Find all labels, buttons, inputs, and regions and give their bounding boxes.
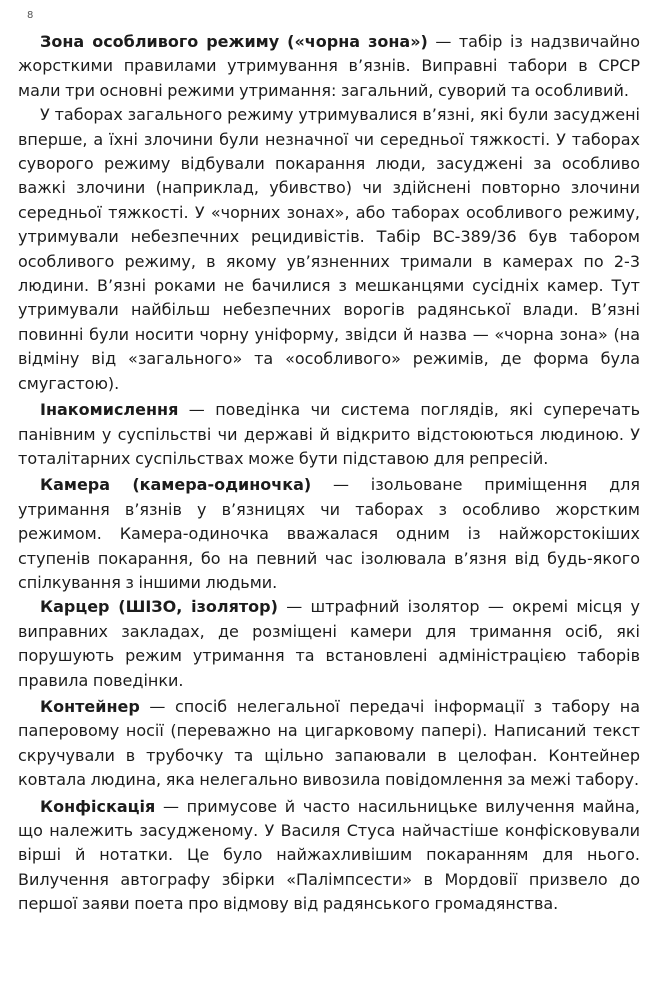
glossary-definition: У таборах загального режиму утримувалися в’язні, які були засуджені вперше, а їхні злочини були незначної чи середньої тяжкості. У таборах суворого режиму відбували покарання люди, засуджені за особливо важкі злочини (наприклад, убивство) чи здійснені повторно злочини середньої тяжкості. У «чорних зонах», або таборах особливого режиму, утримували небезпечних рецидивістів. Табір ВС-389/36 був табором особливого режиму, в якому ув’язненних тримали в камерах по 2-3 людини. В’язні роками не бачилися з мешканцями сусідніх камер. Тут утримували найбільш небезпечних ворогів радянської влади. В’язні повинні були носити чорну уніформу, звідси й назва — «чорна зона» (на відміну від «загального» та «особливого» режимів, де форма була смугастою). (18, 105, 640, 393)
page-number: 8 (27, 10, 34, 21)
glossary-entry-cell (18, 473, 640, 595)
glossary-term: Карцер (ШІЗО, ізолятор) (40, 597, 278, 617)
glossary-definition: — примусове й часто насильницьке вилучення майна, що належить засудженому. У Василя Стуса найчастіше конфісковували вірші й нотатки. Це було найжахливішим покаранням для нього. Вилучення автографу збірки «Палімпсести» в Мордовії призвело до першої заяви поета про відмову від радянського громадянства. (18, 796, 640, 914)
glossary-entry-dissent (18, 398, 640, 471)
glossary-term: Камера (камера-одиночка) (40, 475, 312, 495)
glossary-content (18, 30, 640, 917)
glossary-definition: — табір із надзвичайно жорсткими правилами утримування в’язнів. Виправні табори в СРСР мали три основні режими утримання: загальний, суворий та особливий. (18, 32, 640, 100)
glossary-definition: — штрафний ізолятор — окремі місця у виправних закладах, де розміщені камери для тримання осіб, які порушують режим утримання та встановлені адміністрацією таборів правила поведінки. (18, 597, 640, 690)
glossary-entry-container (18, 695, 640, 793)
glossary-definition: — ізольоване приміщення для утримання в’язнів у в’язницях чи таборах з особливо жорстким режимом. Камера-одиночка вважалася одним із найжорстокіших ступенів покарання, бо на певний час ізолювала в’язня від будь-якого спілкування з іншими людьми. (18, 475, 640, 592)
glossary-entry-confiscation (18, 795, 640, 917)
glossary-definition: — поведінка чи система поглядів, які суперечать панівним у суспільстві чи державі й відкрито відстоюються людиною. У тоталітарних суспільствах може бути підставою для репресій. (18, 400, 640, 468)
glossary-entry-camp-regimes (18, 103, 640, 396)
glossary-term: Інакомислення (40, 400, 179, 420)
glossary-entry-punishment-cell (18, 595, 640, 693)
glossary-definition: — спосіб нелегальної передачі інформації з табору на паперовому носії (переважно на цигарковому папері). Написаний текст скручували в трубочку та щільно запаювали в целофан. Контейнер ковтала людина, яка нелегально вивозила повідомлення за межі табору. (18, 696, 640, 790)
glossary-term: Зона особливого режиму («чорна зона») (40, 32, 428, 51)
glossary-term: Конфіскація (40, 796, 156, 816)
glossary-entry-special-regime-zone (18, 30, 640, 103)
glossary-term: Контейнер (40, 696, 140, 716)
